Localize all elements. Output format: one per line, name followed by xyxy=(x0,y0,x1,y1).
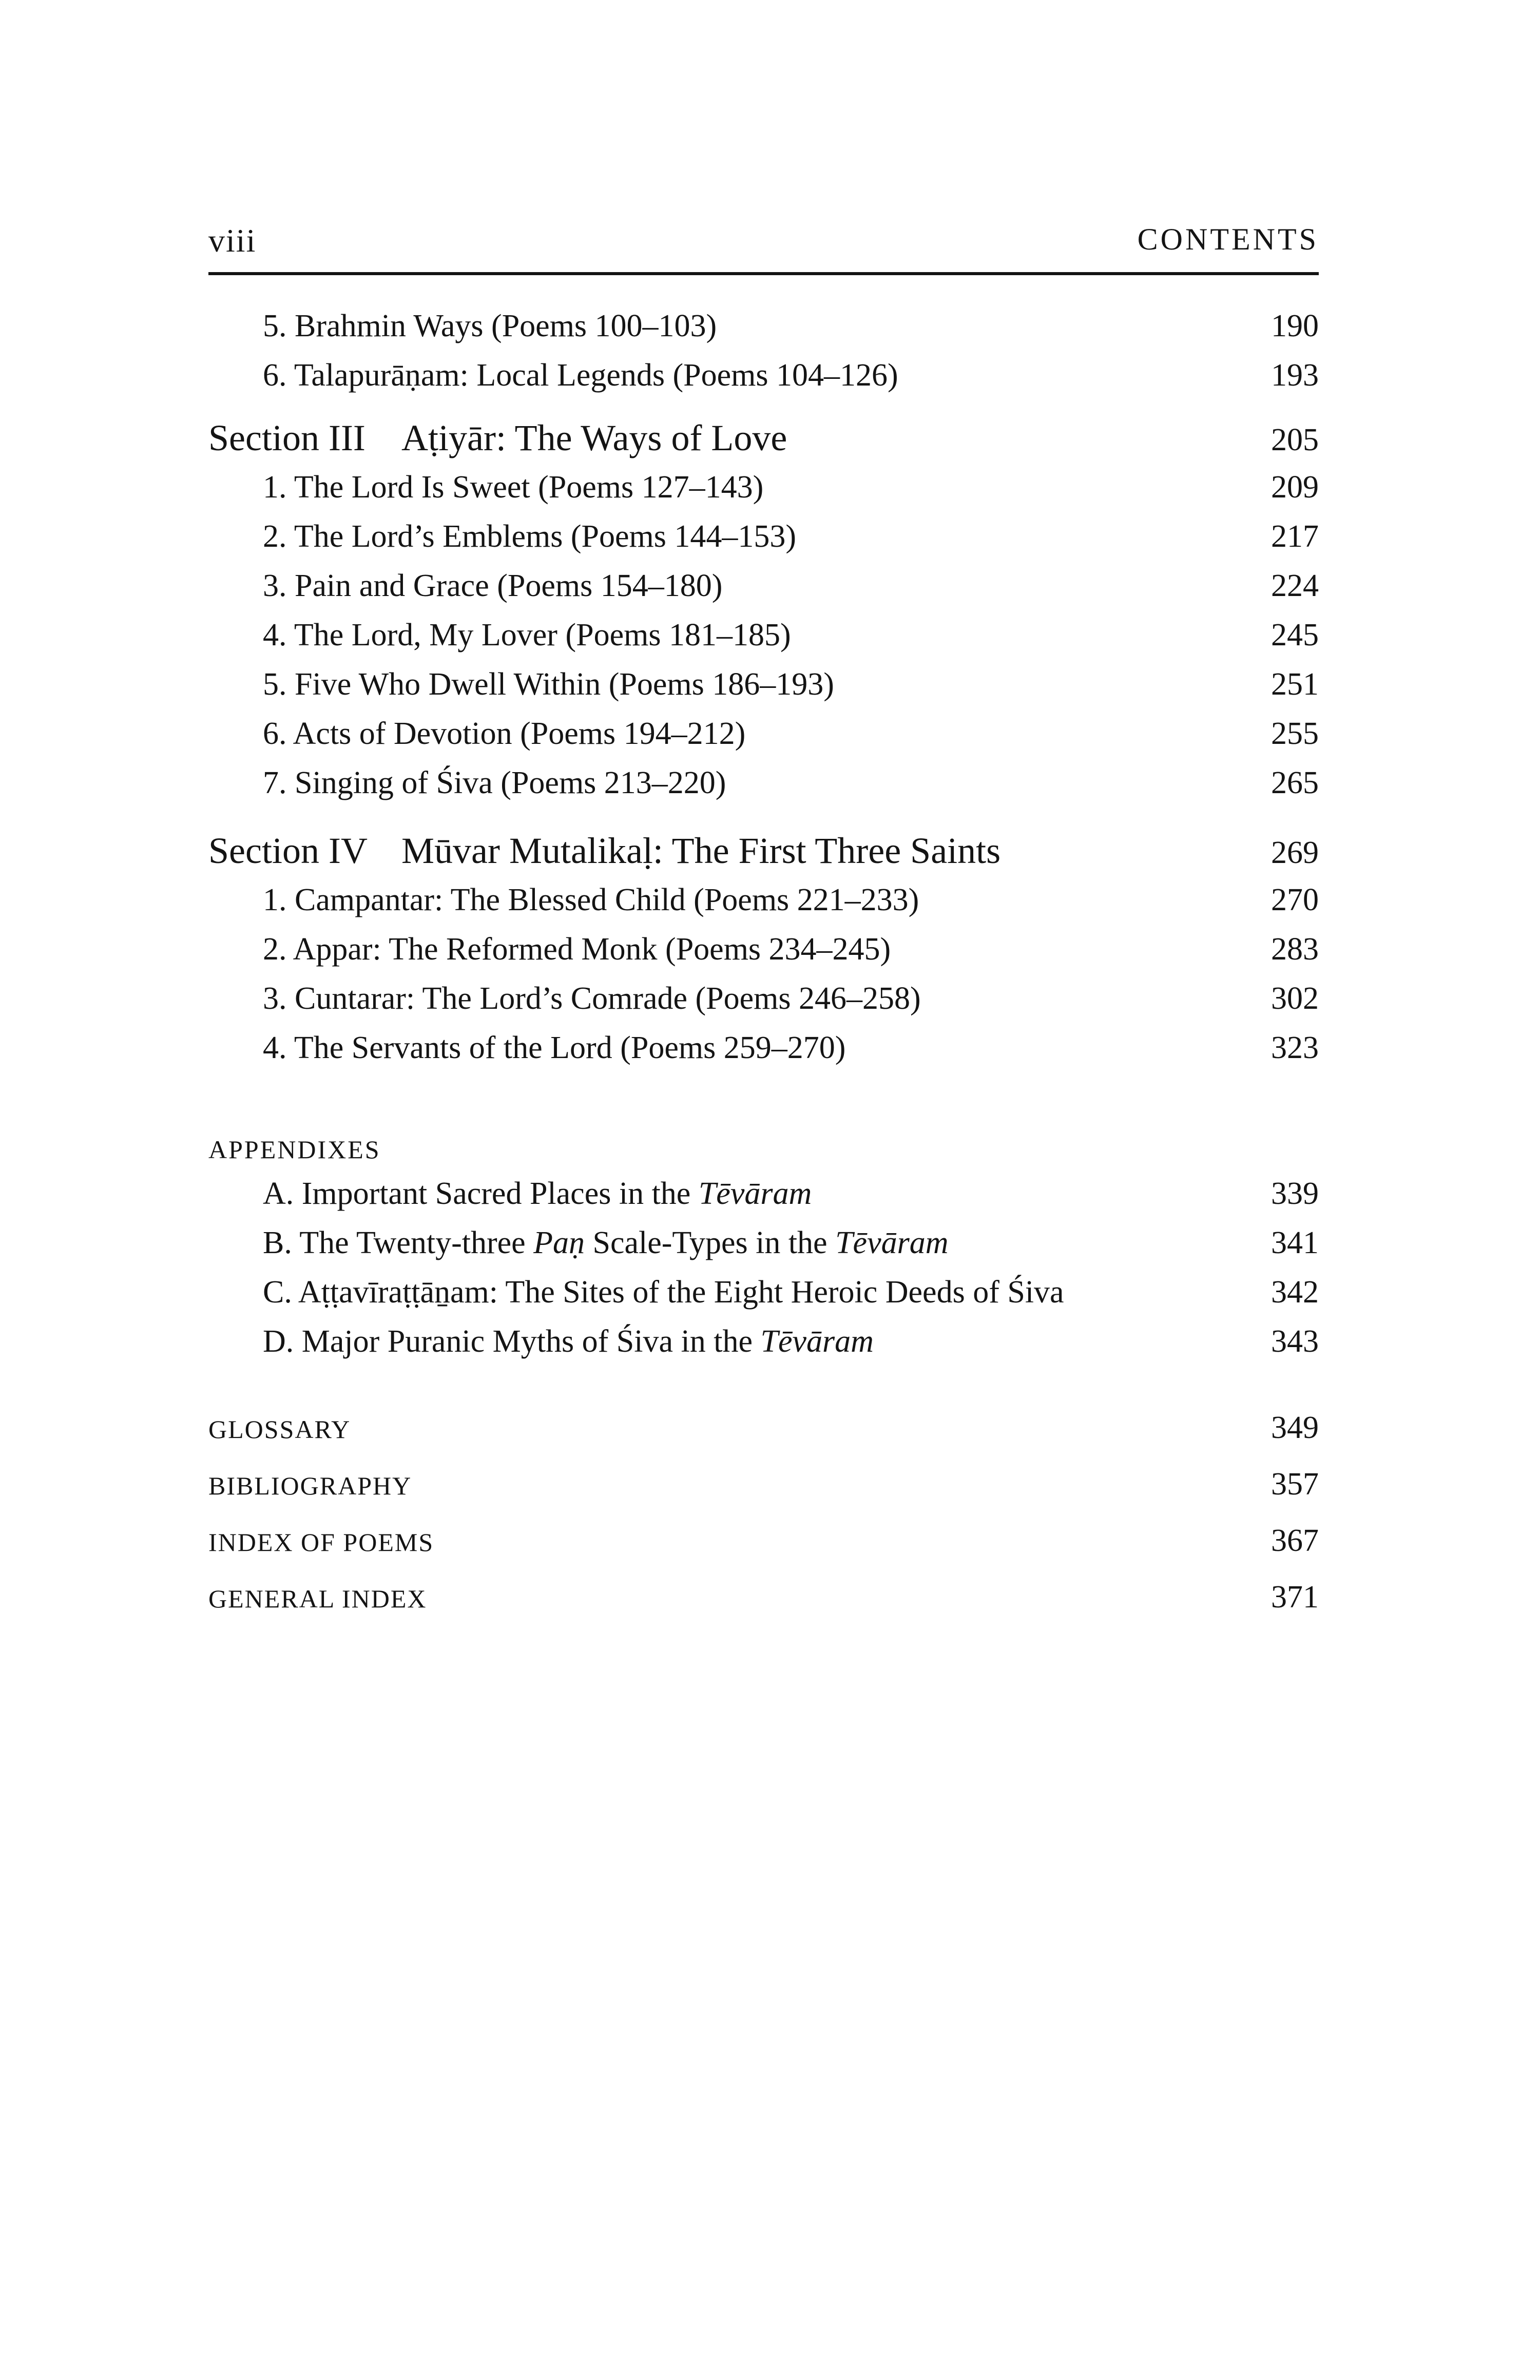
back-matter-entry xyxy=(208,1410,1319,1456)
entry-page: 339 xyxy=(1271,1176,1319,1211)
entry-page: 342 xyxy=(1271,1275,1319,1310)
entry-page: 349 xyxy=(1271,1410,1319,1445)
entry-title: 6. Acts of Devotion (Poems 194–212) xyxy=(263,716,746,751)
entry-title: 5. Five Who Dwell Within (Poems 186–193) xyxy=(263,667,834,702)
entry-title-cont: Scale-Types in the xyxy=(585,1225,836,1260)
back-matter-entry xyxy=(208,1466,1319,1512)
entry-page: 341 xyxy=(1271,1225,1319,1260)
toc-entry xyxy=(208,357,1319,404)
entry-page: 265 xyxy=(1271,765,1319,800)
entry-title: 4. The Lord, My Lover (Poems 181–185) xyxy=(263,618,791,652)
toc-entry xyxy=(208,469,1319,515)
entry-page: 371 xyxy=(1271,1580,1319,1615)
entry-page: 193 xyxy=(1271,358,1319,393)
entry-title: D. Major Puranic Myths of Śiva in the xyxy=(263,1324,761,1359)
appendix-entry xyxy=(208,1323,1319,1370)
toc-entry xyxy=(208,716,1319,762)
toc-entry xyxy=(208,765,1319,811)
entry-title: 5. Brahmin Ways (Poems 100–103) xyxy=(263,309,717,343)
section-page: 269 xyxy=(1271,835,1319,870)
entry-title: 1. The Lord Is Sweet (Poems 127–143) xyxy=(263,470,764,505)
entry-page: 367 xyxy=(1271,1523,1319,1558)
entry-page: 224 xyxy=(1271,568,1319,603)
page-header xyxy=(208,222,1319,273)
section-label: Section III xyxy=(208,417,365,458)
section-title: Aṭiyār: The Ways of Love xyxy=(401,417,787,458)
entry-title: 4. The Servants of the Lord (Poems 259–270) xyxy=(263,1030,846,1065)
appendix-entry xyxy=(208,1225,1319,1271)
entry-title: 3. Pain and Grace (Poems 154–180) xyxy=(263,568,723,603)
entry-page: 302 xyxy=(1271,981,1319,1016)
section-heading xyxy=(208,417,1319,463)
entry-title: 7. Singing of Śiva (Poems 213–220) xyxy=(263,765,726,800)
entry-italic: Paṇ xyxy=(533,1225,585,1260)
toc-entry xyxy=(208,882,1319,928)
entry-page: 255 xyxy=(1271,716,1319,751)
appendixes-heading: APPENDIXES xyxy=(208,1135,381,1164)
entry-title: 3. Cuntarar: The Lord’s Comrade (Poems 246–258) xyxy=(263,981,921,1016)
toc-entry xyxy=(208,568,1319,614)
toc-entry xyxy=(208,308,1319,354)
running-head: CONTENTS xyxy=(1137,222,1319,256)
section-page: 205 xyxy=(1271,423,1319,457)
entry-title: BIBLIOGRAPHY xyxy=(208,1471,412,1500)
toc-entry xyxy=(208,981,1319,1027)
page-number: viii xyxy=(208,222,257,259)
appendix-entry xyxy=(208,1274,1319,1320)
section-title: Mūvar Mutalikaḷ: The First Three Saints xyxy=(401,830,1001,871)
toc-entry xyxy=(208,1030,1319,1076)
header-rule xyxy=(208,272,1319,275)
entry-page: 323 xyxy=(1271,1030,1319,1065)
entry-italic: Tēvāram xyxy=(698,1176,812,1211)
entry-page: 343 xyxy=(1271,1324,1319,1359)
entry-italic: Tēvāram xyxy=(760,1324,874,1359)
entry-italic: Tēvāram xyxy=(835,1225,949,1260)
entry-page: 217 xyxy=(1271,519,1319,554)
entry-page: 357 xyxy=(1271,1467,1319,1502)
entry-title: GLOSSARY xyxy=(208,1415,351,1444)
toc-entry xyxy=(208,617,1319,663)
back-matter-entry xyxy=(208,1579,1319,1625)
entry-title: INDEX OF POEMS xyxy=(208,1528,434,1557)
entry-title: 2. The Lord’s Emblems (Poems 144–153) xyxy=(263,519,796,554)
toc-entry xyxy=(208,519,1319,565)
back-matter-entry xyxy=(208,1523,1319,1569)
entry-title: 6. Talapurāṇam: Local Legends (Poems 104–126) xyxy=(263,358,898,393)
entry-title: 2. Appar: The Reformed Monk (Poems 234–245) xyxy=(263,932,891,967)
toc-entry xyxy=(208,666,1319,713)
entry-page: 245 xyxy=(1271,618,1319,652)
entry-page: 283 xyxy=(1271,932,1319,967)
entry-title: A. Important Sacred Places in the xyxy=(263,1176,699,1211)
entry-page: 251 xyxy=(1271,667,1319,702)
entry-title: GENERAL INDEX xyxy=(208,1584,427,1613)
appendix-entry xyxy=(208,1176,1319,1222)
toc-entry xyxy=(208,931,1319,977)
entry-title: 1. Campantar: The Blessed Child (Poems 221–233) xyxy=(263,882,919,917)
section-heading xyxy=(208,830,1319,876)
entry-page: 270 xyxy=(1271,882,1319,917)
entry-page: 190 xyxy=(1271,309,1319,343)
entry-page: 209 xyxy=(1271,470,1319,505)
section-label: Section IV xyxy=(208,830,368,871)
entry-title: C. Aṭṭavīraṭṭāṉam: The Sites of the Eight Heroic Deeds of Śiva xyxy=(263,1275,1064,1310)
entry-title: B. The Twenty-three xyxy=(263,1225,534,1260)
